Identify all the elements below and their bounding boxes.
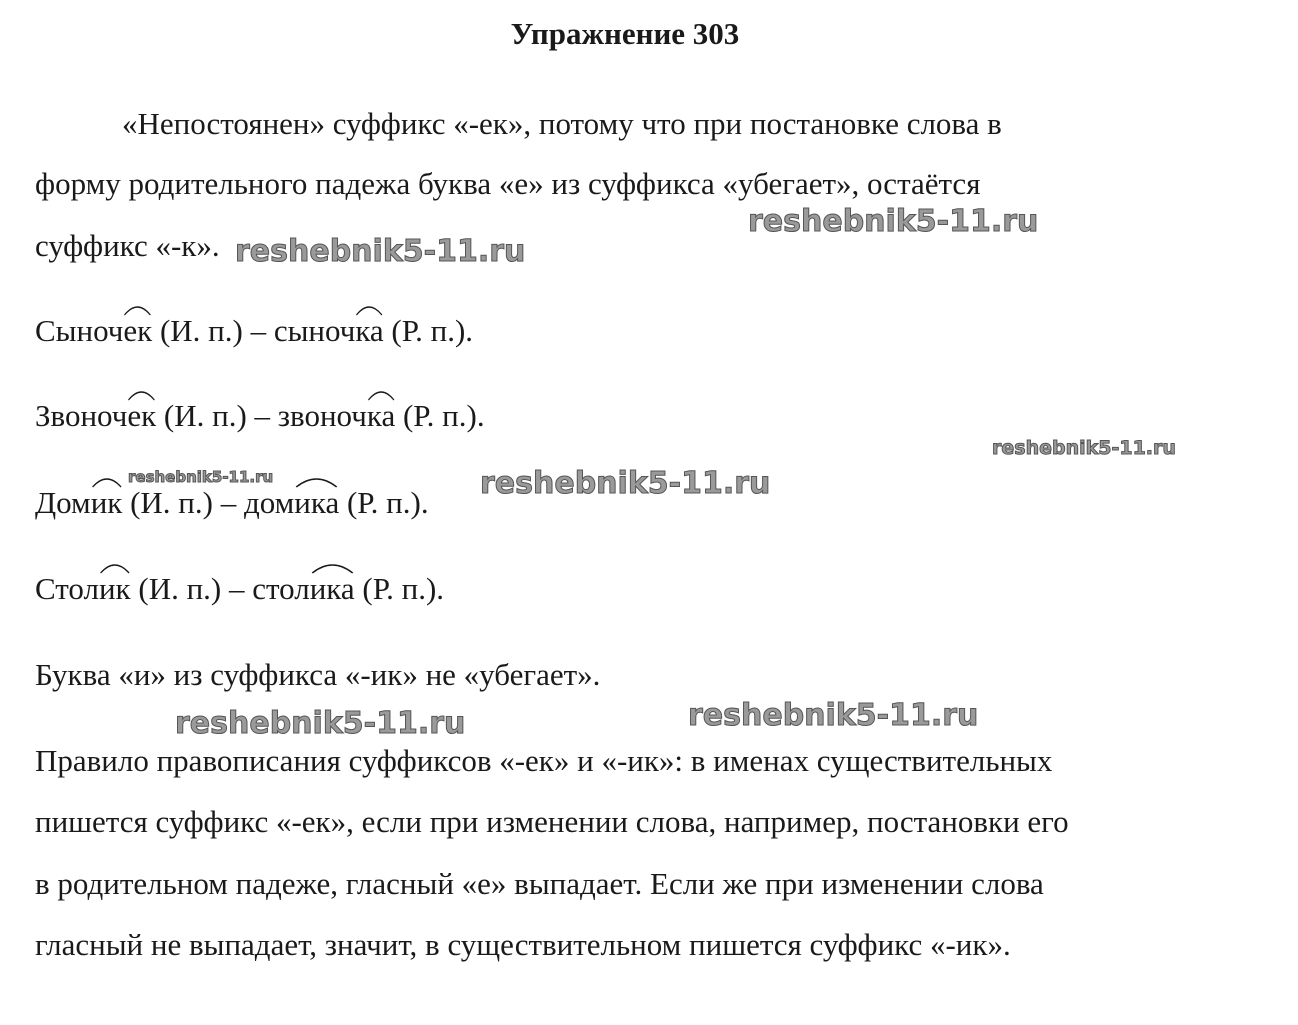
watermark: reshebnik5-11.ru <box>748 204 1039 239</box>
watermark: reshebnik5-11.ru <box>235 234 526 269</box>
rule-line: гласный не выпадает, значит, в существительном пишется суффикс «-ик». <box>35 927 1011 962</box>
suffix-mark: ка <box>367 398 395 433</box>
watermark: reshebnik5-11.ru <box>128 468 274 486</box>
suffix-mark: ек <box>127 398 156 433</box>
rule-line: пишется суффикс «-ек», если при изменении слова, например, постановки его <box>35 804 1069 839</box>
suffix-mark: ек <box>123 313 152 348</box>
suffix-mark: ика <box>310 571 355 606</box>
suffix-mark: ика <box>294 485 339 520</box>
paragraph-line: суффикс «-к». <box>35 228 220 263</box>
example-line: Сыноч ек (И. п.) – сыноч ка (Р. п.). <box>35 313 473 349</box>
example-line: Дом ик (И. п.) – дом ика (Р. п.). <box>35 485 429 521</box>
watermark: reshebnik5-11.ru <box>992 437 1176 459</box>
watermark: reshebnik5-11.ru <box>688 698 979 733</box>
example-line: Звоноч ек (И. п.) – звоноч ка (Р. п.). <box>35 398 485 434</box>
suffix-mark: ик <box>99 571 131 606</box>
rule-line: Правило правописания суффиксов «-ек» и «-ик»: в именах существительных <box>35 743 1053 778</box>
watermark: reshebnik5-11.ru <box>175 706 466 741</box>
suffix-mark: ка <box>355 313 383 348</box>
watermark: reshebnik5-11.ru <box>480 466 771 501</box>
suffix-mark: ик <box>91 485 123 520</box>
example-line: Стол ик (И. п.) – стол ика (Р. п.). <box>35 571 444 607</box>
rule-line: в родительном падеже, гласный «е» выпадает. Если же при изменении слова <box>35 866 1044 901</box>
paragraph-line: форму родительного падежа буква «е» из суффикса «убегает», остаётся <box>35 166 981 201</box>
conclusion-line: Буква «и» из суффикса «-ик» не «убегает». <box>35 657 601 692</box>
paragraph-line: «Непостоянен» суффикс «-ек», потому что при постановке слова в <box>122 106 1002 141</box>
exercise-title: Упражнение 303 <box>510 16 740 51</box>
